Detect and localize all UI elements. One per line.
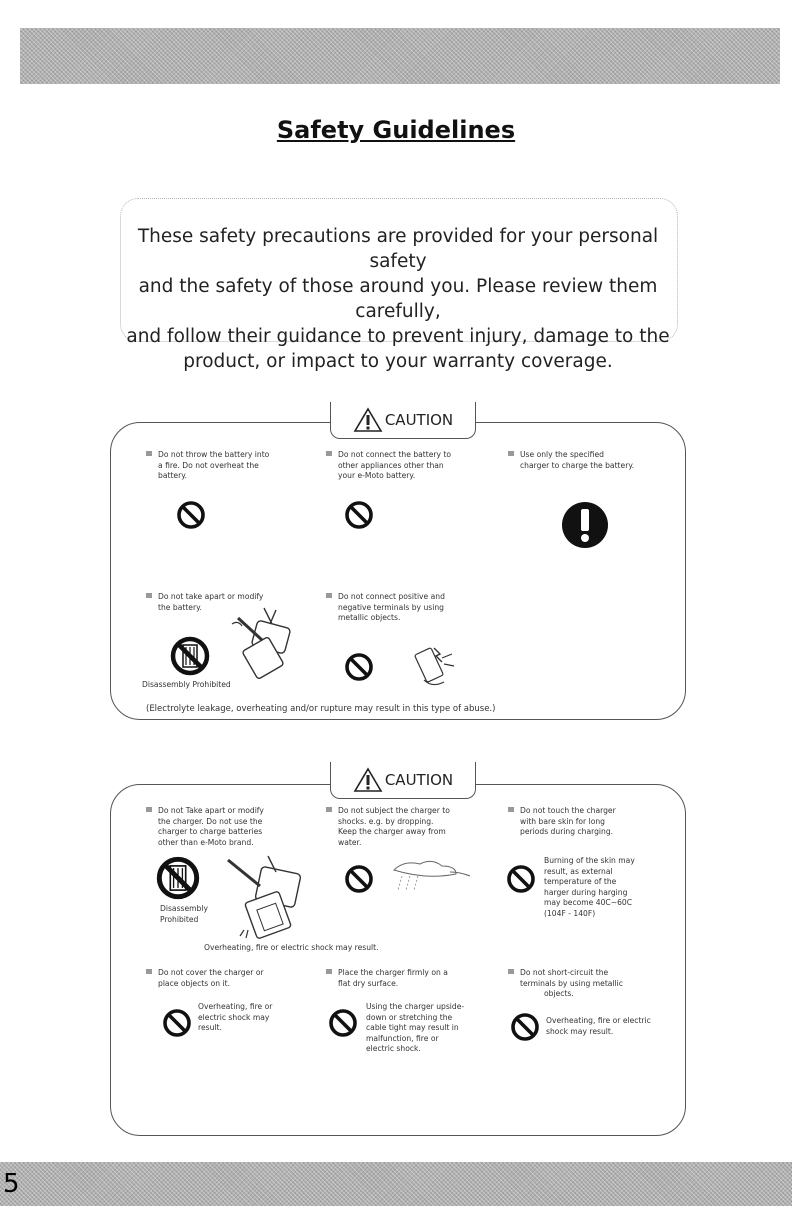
charger-short-note: Overheating, fire or electric shock may result. <box>546 1016 651 1036</box>
charger-overheat-note: Overheating, fire or electric shock may result. <box>204 943 379 952</box>
intro-text <box>126 224 670 374</box>
bullet-icon <box>326 969 332 974</box>
mandatory-action-icon <box>560 500 610 550</box>
bullet-icon <box>146 807 152 812</box>
charger-item-short-circuit: Do not short-circuit the terminals by using metallic objects. <box>508 968 678 1000</box>
battery-disassembly-illustration <box>224 604 304 684</box>
intro-line: and the safety of those around you. Please review them carefully, <box>138 276 658 322</box>
bullet-icon <box>326 451 332 456</box>
charger-item-skin: Do not touch the charger with bare skin for long periods during charging. <box>508 806 678 838</box>
prohibited-icon <box>328 1008 358 1038</box>
battery-item-disassembly: Do not take apart or modify the battery. <box>146 592 306 613</box>
bullet-icon <box>326 593 332 598</box>
bullet-icon <box>326 807 332 812</box>
prohibited-icon <box>344 652 374 682</box>
battery-footnote: (Electrolyte leakage, overheating and/or rupture may result in this type of abuse.) <box>146 704 496 714</box>
page-title: Safety Guidelines <box>276 116 516 144</box>
bullet-icon <box>508 451 514 456</box>
intro-line: product, or impact to your warranty coverage. <box>183 351 613 372</box>
bullet-icon <box>146 593 152 598</box>
header-band <box>20 28 780 84</box>
charger-disassembly-illustration <box>220 852 310 942</box>
water-illustration <box>380 856 476 894</box>
bullet-icon <box>508 807 514 812</box>
charger-placement-note: Using the charger upside- down or stretching the cable tight may result in malfunction, fire or electric shock. <box>366 1002 465 1053</box>
intro-line: and follow their guidance to prevent injury, damage to the <box>126 326 670 347</box>
battery-disassembly-label: Disassembly Prohibited <box>142 680 231 689</box>
battery-item-fire: Do not throw the battery into a fire. Do not overheat the battery. <box>146 450 306 482</box>
charger-item-cover: Do not cover the charger or place objects on it. <box>146 968 316 989</box>
prohibited-icon <box>162 1008 192 1038</box>
caution-label: CAUTION <box>384 411 454 429</box>
page-number: 5 <box>3 1169 20 1199</box>
caution-label: CAUTION <box>384 771 454 789</box>
charger-disassembly-label: Disassembly Prohibited <box>160 904 208 924</box>
battery-item-appliances: Do not connect the battery to other appliances other than your e-Moto battery. <box>326 450 494 482</box>
prohibited-icon <box>176 500 206 530</box>
footer-band <box>0 1162 792 1206</box>
battery-item-terminals: Do not connect positive and negative terminals by using metallic objects. <box>326 592 494 624</box>
prohibited-icon <box>344 864 374 894</box>
prohibited-icon <box>510 1012 540 1042</box>
prohibited-icon <box>506 864 536 894</box>
battery-item-charger: Use only the specified charger to charge the battery. <box>508 450 676 471</box>
warning-triangle-icon <box>353 407 383 433</box>
charger-skin-note: Burning of the skin may result, as external temperature of the harger during harging may become 40C~60C (104F - 140F) <box>544 856 635 918</box>
charger-item-placement: Place the charger firmly on a flat dry surface. <box>326 968 496 989</box>
bullet-icon <box>146 451 152 456</box>
charger-item-disassembly: Do not Take apart or modify the charger. Do not use the charger to charge batteries other than e-Moto brand. <box>146 806 316 848</box>
prohibited-icon <box>344 500 374 530</box>
caution-tab <box>330 762 476 799</box>
charger-cover-note: Overheating, fire or electric shock may result. <box>198 1002 273 1032</box>
bullet-icon <box>146 969 152 974</box>
warning-triangle-icon <box>353 767 383 793</box>
disassembly-prohibited-icon <box>156 856 200 900</box>
bullet-icon <box>508 969 514 974</box>
charger-item-shocks: Do not subject the charger to shocks. e.g. by dropping. Keep the charger away from water. <box>326 806 496 848</box>
disassembly-prohibited-icon <box>170 636 210 676</box>
intro-line: These safety precautions are provided for your personal safety <box>137 226 659 272</box>
caution-tab <box>330 402 476 439</box>
terminal-short-illustration <box>412 640 460 690</box>
